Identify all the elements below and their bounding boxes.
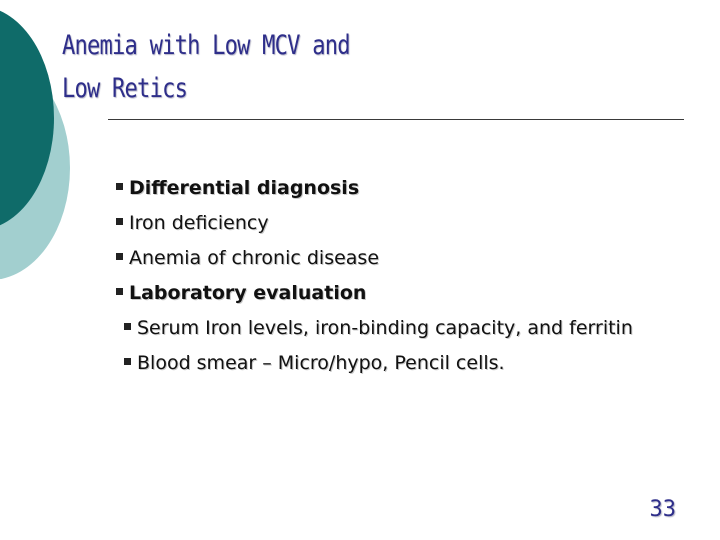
bullet-item: [116, 175, 696, 210]
bullet-item: [116, 245, 696, 280]
sub-bullet-item: [116, 350, 696, 385]
square-bullet-icon: [124, 323, 131, 330]
slide-title-line-1: Anemia with Low MCV and: [62, 30, 350, 61]
bullet-text: Anemia of chronic disease: [129, 247, 380, 269]
slide-title-line-2: Low Retics: [62, 73, 188, 104]
bullet-item: [116, 210, 696, 245]
bullet-text: Differential diagnosis: [129, 177, 360, 199]
slide-title: [62, 24, 350, 110]
square-bullet-icon: [116, 218, 123, 225]
square-bullet-icon: [116, 288, 123, 295]
bullet-text: Blood smear – Micro/hypo, Pencil cells.: [137, 352, 505, 374]
square-bullet-icon: [116, 253, 123, 260]
bullet-list: [116, 175, 696, 385]
bullet-text: Iron deficiency: [129, 212, 269, 234]
sub-bullet-item: [116, 315, 696, 350]
square-bullet-icon: [124, 358, 131, 365]
bullet-text: Serum Iron levels, iron-binding capacity, and ferritin: [137, 317, 633, 339]
bullet-text: Laboratory evaluation: [129, 282, 367, 304]
page-number: 33: [649, 497, 676, 522]
title-divider: [108, 119, 684, 120]
square-bullet-icon: [116, 183, 123, 190]
bullet-item: [116, 280, 696, 315]
